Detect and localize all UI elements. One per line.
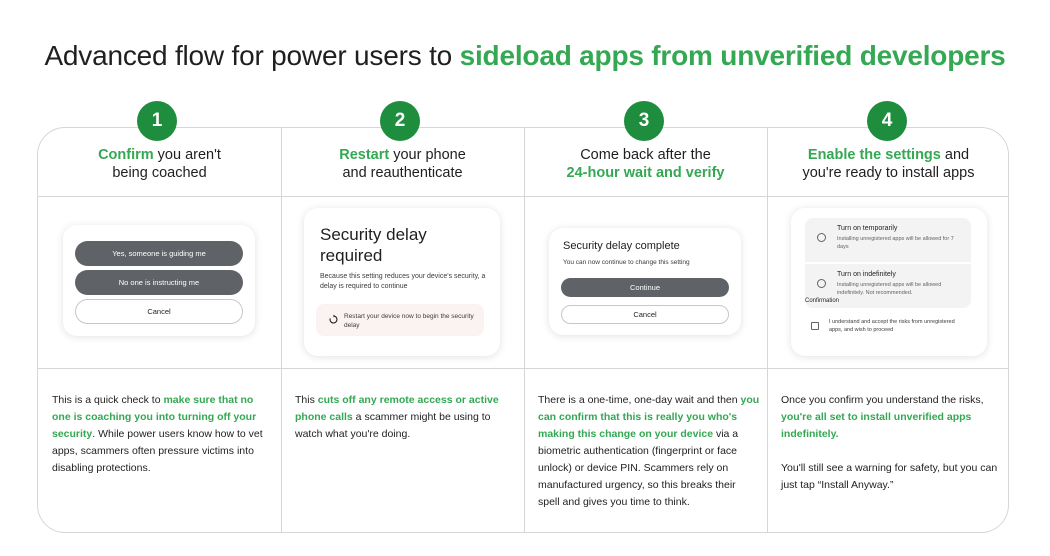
- delay-complete-title: Security delay complete: [563, 240, 680, 252]
- restart-icon: [328, 314, 339, 325]
- step-3-badge: 3: [624, 101, 664, 141]
- security-delay-title-line2: required: [320, 246, 383, 265]
- security-delay-dialog: [304, 208, 500, 356]
- step-2-text: This: [295, 394, 318, 406]
- step-1-heading-highlight: Confirm: [98, 147, 154, 163]
- step-4-heading-line2: you're ready to install apps: [802, 165, 975, 181]
- step-1-heading-rest: you aren't: [153, 147, 221, 163]
- delay-complete-subtitle: You can now continue to change this setting: [563, 259, 690, 266]
- temporary-radio[interactable]: [817, 233, 826, 242]
- indefinite-option-description: Installing unregistered apps will be allowed indefinitely. Not recommended.: [837, 282, 942, 296]
- step-1-description: [52, 392, 274, 477]
- step-2-heading-line2: and reauthenticate: [342, 165, 463, 181]
- temporary-option-title: Turn on temporarily: [837, 225, 898, 232]
- temporary-option[interactable]: [805, 218, 971, 262]
- step-3-column: [524, 128, 767, 533]
- continue-button[interactable]: Continue: [561, 278, 729, 297]
- step-2-text-end: a scammer might be using to watch what you're doing.: [295, 411, 491, 440]
- guided-option-button[interactable]: Yes, someone is guiding me: [75, 241, 243, 266]
- indefinite-radio[interactable]: [817, 279, 826, 288]
- step-3-text: There is a one-time, one-day wait and then: [538, 394, 741, 406]
- restart-notice-text: Restart your device now to begin the security delay: [344, 313, 474, 329]
- step-3-heading-highlight: 24-hour wait and verify: [566, 165, 725, 181]
- step-3-description: [538, 392, 760, 511]
- step-1-text-end: . While power users know how to vet apps, scammers often pressure victims into disabling protections.: [52, 428, 263, 474]
- security-delay-title-line1: Security delay: [320, 225, 427, 244]
- step-4-text: Once you confirm you understand the risks,: [781, 394, 984, 406]
- step-2-badge: 2: [380, 101, 420, 141]
- step-2-description: [295, 392, 517, 443]
- step-2-heading-rest: your phone: [389, 147, 466, 163]
- step-2-heading: [281, 146, 524, 182]
- step-3-text-highlight: you can confirm that this is really you who's making this change on your device: [538, 394, 760, 440]
- step-4-description: [781, 392, 1003, 494]
- confirmation-label: Confirmation: [805, 298, 840, 304]
- step-4-badge: 4: [867, 101, 907, 141]
- security-delay-title: [320, 224, 427, 266]
- step-3-heading: [524, 146, 767, 182]
- step-4-text-highlight: you're all set to install unverified apps indefinitely.: [781, 411, 972, 440]
- temporary-option-description: Installing unregistered apps will be allowed for 7 days: [837, 236, 954, 250]
- restart-notice[interactable]: [316, 304, 484, 336]
- step-3-heading-line1: Come back after the: [580, 147, 711, 163]
- step-1-text-highlight: make sure that no one is coaching you into turning off your security: [52, 394, 257, 440]
- risk-acknowledge-checkbox[interactable]: [811, 322, 819, 330]
- security-delay-description: Because this setting reduces your device's security, a delay is required to continue: [320, 273, 486, 290]
- page-title: [0, 40, 1050, 72]
- step-4-heading-rest: and: [940, 147, 970, 163]
- delay-complete-dialog: [549, 228, 741, 335]
- indefinite-option-title: Turn on indefinitely: [837, 271, 896, 278]
- cancel-button[interactable]: Cancel: [75, 299, 243, 324]
- risk-acknowledge-text: I understand and accept the risks from unregistered apps, and wish to proceed: [829, 319, 955, 333]
- step-1-heading-line2: being coached: [112, 165, 207, 181]
- enable-settings-dialog: [791, 208, 987, 356]
- step-1-text: This is a quick check to: [52, 394, 164, 406]
- step-3-text-end: via a biometric authentication (fingerprint or face unlock) or device PIN. Scammers rely on manufactured urgency, so this breaks their spell and gives you time to think.: [538, 428, 739, 508]
- step-2-text-highlight: cuts off any remote access or active phone calls: [295, 394, 499, 423]
- step-1-badge: 1: [137, 101, 177, 141]
- steps-panel: [37, 127, 1009, 533]
- title-highlight: sideload apps from unverified developers: [459, 40, 1006, 71]
- step-1-heading: [38, 146, 281, 182]
- step-4-heading: [767, 146, 1009, 182]
- cancel-button[interactable]: Cancel: [561, 305, 729, 324]
- coaching-dialog: [63, 225, 255, 336]
- step-2-column: [281, 128, 524, 533]
- step-4-note: You'll still see a warning for safety, but you can just tap “Install Anyway.”: [781, 462, 998, 491]
- not-instructed-option-button[interactable]: No one is instructing me: [75, 270, 243, 295]
- step-4-column: [767, 128, 1009, 533]
- step-4-heading-highlight: Enable the settings: [807, 147, 941, 163]
- step-1-column: [38, 128, 281, 533]
- title-prefix: Advanced flow for power users to: [44, 40, 460, 71]
- step-2-heading-highlight: Restart: [339, 147, 390, 163]
